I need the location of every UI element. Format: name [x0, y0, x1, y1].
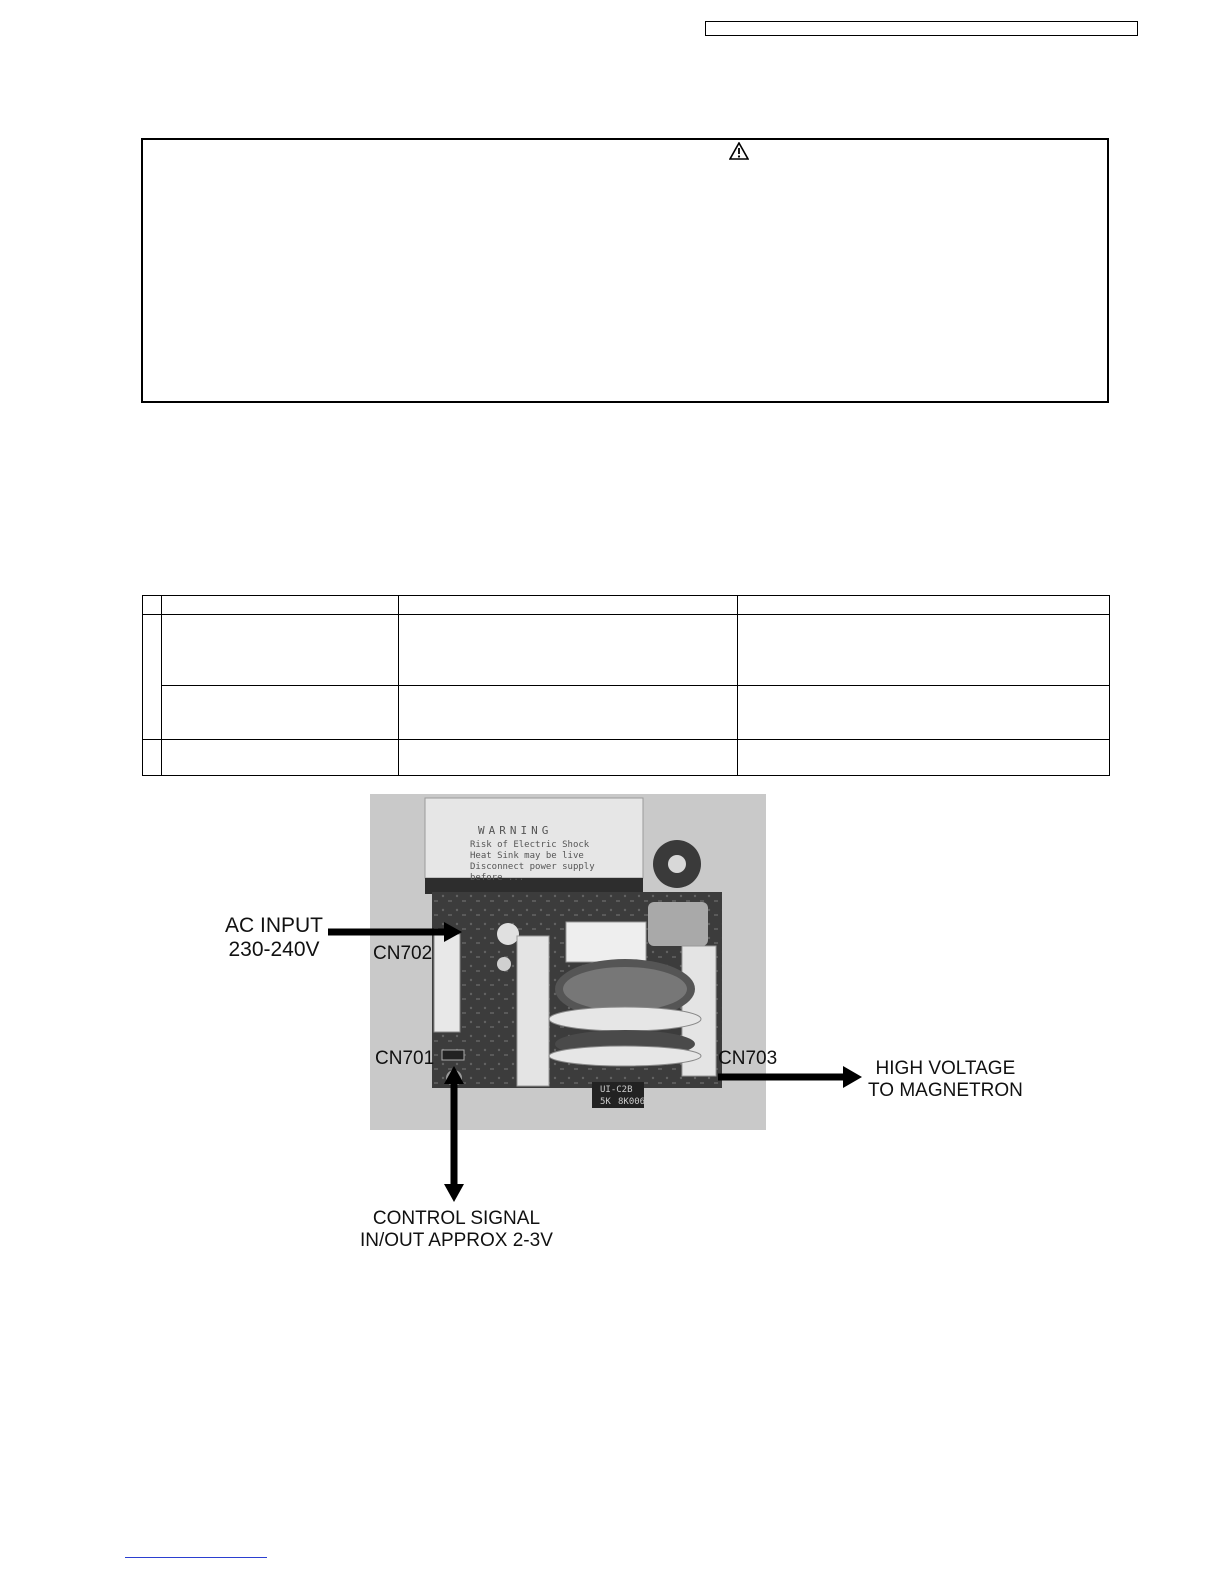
cn703-label: CN703	[718, 1048, 778, 1069]
svg-text:Disconnect power supply: Disconnect power supply	[470, 862, 595, 872]
table-cell	[143, 740, 162, 776]
footer-link[interactable]	[125, 1557, 267, 1558]
table-row	[143, 740, 1110, 776]
table-cell	[399, 740, 738, 776]
table-cell	[162, 685, 399, 739]
svg-text:Risk of Electric Shock: Risk of Electric Shock	[470, 840, 590, 850]
table-cell	[162, 740, 399, 776]
specification-table	[142, 595, 1110, 776]
warning-box	[141, 138, 1109, 403]
cn701-label: CN701	[375, 1048, 435, 1069]
table-cell	[399, 596, 738, 615]
table-row	[143, 615, 1110, 686]
table-cell	[143, 596, 162, 615]
cn702-label: CN702	[373, 943, 433, 964]
table-cell	[143, 615, 162, 740]
table-cell	[399, 685, 738, 739]
svg-text:5K: 5K	[600, 1097, 611, 1107]
svg-text:Heat Sink may be live: Heat Sink may be live	[470, 851, 584, 861]
table-cell	[738, 685, 1110, 739]
header-box	[705, 21, 1138, 36]
table-cell	[738, 596, 1110, 615]
table-cell	[738, 615, 1110, 686]
table-cell	[738, 740, 1110, 776]
warning-triangle-icon	[729, 142, 749, 160]
svg-text:UI-C2B: UI-C2B	[600, 1085, 633, 1095]
high-voltage-label: HIGH VOLTAGE TO MAGNETRON	[868, 1058, 1023, 1101]
svg-text:8K006: 8K006	[618, 1097, 646, 1107]
svg-text:before ...: before ...	[470, 873, 525, 883]
ac-input-label: AC INPUT 230-240V	[225, 914, 324, 961]
svg-text:WARNING: WARNING	[478, 824, 553, 837]
table-cell	[162, 596, 399, 615]
high-voltage-arrowhead	[843, 1066, 862, 1088]
table-row	[143, 685, 1110, 739]
table-cell	[399, 615, 738, 686]
control-signal-label: CONTROL SIGNAL IN/OUT APPROX 2-3V	[360, 1208, 553, 1251]
control-signal-arrowhead-down	[444, 1184, 464, 1202]
table-cell	[162, 615, 399, 686]
table-header-row	[143, 596, 1110, 615]
